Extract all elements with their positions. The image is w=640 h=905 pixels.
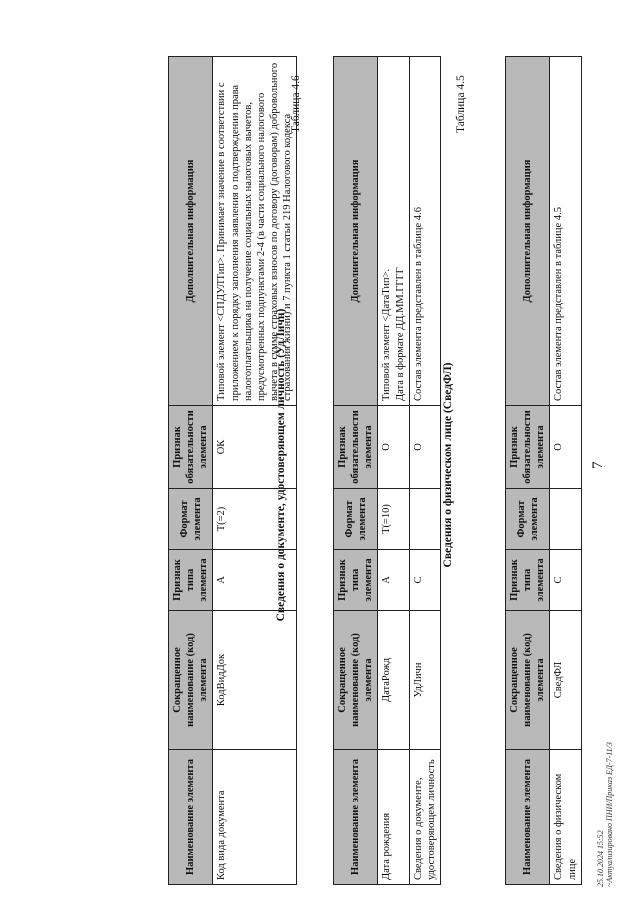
header-type: Признак типа элемента	[506, 550, 550, 611]
header-type: Признак типа элемента	[334, 550, 378, 611]
cell-required: О	[378, 406, 409, 489]
header-row	[506, 57, 550, 885]
footer-line: 25.10.2024 15:52	[596, 830, 605, 887]
cell-type: А	[378, 550, 409, 611]
cell-required: О	[409, 406, 440, 489]
header-code: Сокращенное наименование (код) элемента	[506, 611, 550, 750]
cell-info: Типовой элемент <СПДУЛТип>. Принимает значение в соответствии с приложением к порядку заполнения заявления о подтверждении права налогоплательщика на получение социальных налоговых вычетов, предусмотренных подпунктами 2-4 (в части социального налогового вычета в сумме страховых взносов по договору (договорам) добровольного страхования жизни) и 7 пункта 1 статьи 219 Налогового кодекса	[213, 57, 297, 406]
page-number: 7	[590, 461, 606, 469]
section-title-4-6: Сведения о документе, удостоверяющем личность (УдЛичн)	[275, 308, 287, 622]
cell-code: КодВидДок	[213, 611, 297, 750]
table-continuation	[505, 56, 582, 885]
cell-type: С	[550, 550, 581, 611]
cell-name: Дата рождения	[378, 750, 409, 885]
cell-required: О	[550, 406, 581, 489]
cell-name: Код вида документа	[213, 750, 297, 885]
header-required: Признак обязательности элемента	[506, 406, 550, 489]
cell-code: УдЛичн	[409, 611, 440, 750]
cell-info	[409, 57, 440, 406]
section-title-4-5: Сведения о физическом лице (СведФЛ)	[442, 362, 454, 568]
table-row	[378, 57, 409, 885]
cell-format: T(=2)	[213, 489, 297, 550]
table-row	[550, 57, 581, 885]
header-name: Наименование элемента	[334, 750, 378, 885]
cell-name: Сведения о документе, удостоверяющем личность	[409, 750, 440, 885]
footer-line: ~Актуализировано ПНИ/Приказ ЕД-7-11/3	[605, 742, 615, 887]
header-format: Формат элемента	[169, 489, 213, 550]
info-line: Дата в формате ДД.ММ.ГГГГ	[394, 267, 406, 401]
header-required: Признак обязательности элемента	[334, 406, 378, 489]
header-row	[169, 57, 213, 885]
cell-name: Сведения о физическом лице	[550, 750, 581, 885]
header-required: Признак обязательности элемента	[169, 406, 213, 489]
info-line: Типовой элемент <ДатаТип>.	[381, 268, 393, 401]
header-info: Дополнительная информация	[506, 57, 550, 406]
header-info: Дополнительная информация	[169, 57, 213, 406]
cell-code: ДатаРожд	[378, 611, 409, 750]
cell-format	[409, 489, 440, 550]
header-name: Наименование элемента	[169, 750, 213, 885]
cell-info: Состав элемента представлен в таблице 4.5	[550, 57, 581, 406]
table-row	[213, 57, 297, 885]
cell-info	[378, 57, 409, 406]
header-format: Формат элемента	[334, 489, 378, 550]
footer-note	[596, 742, 614, 887]
info-line: Состав элемента представлен в таблице 4.6	[412, 207, 424, 401]
header-format: Формат элемента	[506, 489, 550, 550]
header-info: Дополнительная информация	[334, 57, 378, 406]
cell-type: А	[213, 550, 297, 611]
table-4-6	[168, 56, 297, 885]
cell-format: T(=10)	[378, 489, 409, 550]
header-code: Сокращенное наименование (код) элемента	[169, 611, 213, 750]
header-row	[334, 57, 378, 885]
cell-required: ОК	[213, 406, 297, 489]
table-caption-4-5: Таблица 4.5	[455, 75, 467, 133]
header-name: Наименование элемента	[506, 750, 550, 885]
table-caption-4-6: Таблица 4.6	[290, 75, 302, 133]
cell-type: С	[409, 550, 440, 611]
table-row	[409, 57, 440, 885]
header-code: Сокращенное наименование (код) элемента	[334, 611, 378, 750]
cell-format	[550, 489, 581, 550]
header-type: Признак типа элемента	[169, 550, 213, 611]
cell-code: СведФЛ	[550, 611, 581, 750]
table-4-5	[333, 56, 441, 885]
